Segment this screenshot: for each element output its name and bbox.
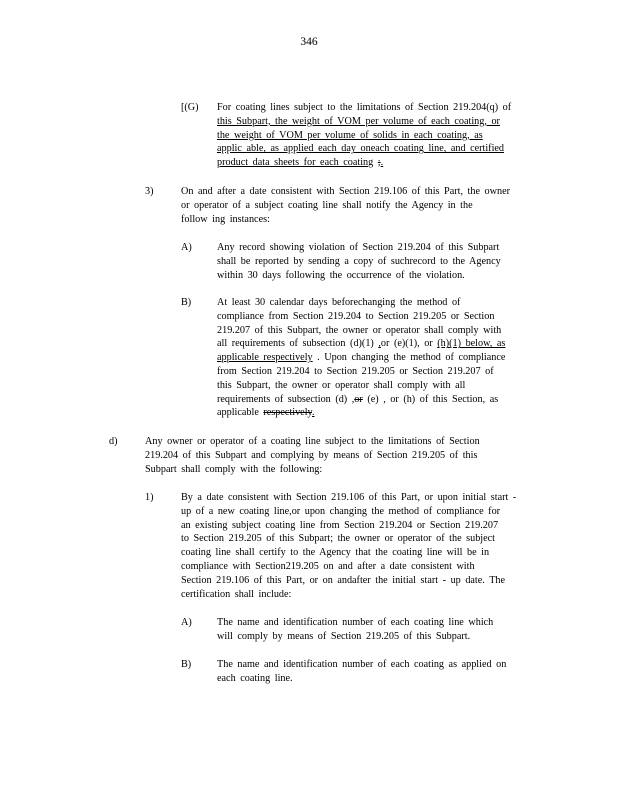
text-line: On and after a date consistent with Section 219.106 of this Part, the owner [181,186,511,197]
text-line: applicable respectively. [217,407,315,419]
item-g-text [217,101,547,170]
text-line: product data sheets for each coating ;. [217,157,384,169]
text-line: will comply by means of Section 219.205 of this Subpart. [217,630,471,642]
text-line: the weight of VOM per volume of solids in each coating, as [217,129,483,141]
text-line: The name and identification number of each coating as applied on [217,659,507,670]
text-line: Subpart shall comply with the following: [145,463,323,475]
item-g-label: [(G) [181,102,199,113]
text-line: applic able, as applied each day oneach coating line, and certified [217,143,505,155]
item-d1b-text [217,658,547,686]
item-d1a-label: A) [181,617,192,628]
text-line: each coating line. [217,672,293,684]
text-line: Any owner or operator of a coating line subject to the limitations of Section [145,436,480,447]
text-line: compliance with Section219.205 on and after a date consistent with [181,560,475,572]
text-line: up of a new coating line,or upon changing the method of compliance for [181,505,501,517]
text-line: The name and identification number of each coating line which [217,617,494,628]
item-3-label: 3) [145,186,154,197]
text-line: Any record showing violation of Section 219.204 of this Subpart [217,242,500,253]
text-line: Section 219.106 of this Part, or on andafter the initial start - up date. The [181,574,506,586]
text-line: an existing subject coating line from Section 219.204 or Section 219.207 [181,519,499,531]
text-line: compliance from Section 219.204 to Section 219.205 or Section [217,310,495,322]
text-line: within 30 days following the occurrence of the violation. [217,269,465,281]
item-d1-label: 1) [145,492,154,503]
page-number: 346 [300,36,318,48]
text-line: follow ing instances: [181,213,270,225]
text-line: applicable respectively . Upon changing the method of compliance [217,352,506,364]
text-line: this Subpart, the owner or operator shall comply with all [217,379,466,391]
text-line: By a date consistent with Section 219.106 of this Part, or upon initial start - [181,492,517,503]
item-d-label: d) [109,436,118,447]
item-d1-text [181,491,551,601]
text-line: to Section 219.205 of this Subpart; the owner or operator of the subject [181,533,496,545]
text-line: At least 30 calendar days beforechanging the method of [217,297,461,308]
text-line: certification shall include: [181,588,292,600]
text-line: coating line shall certify to the Agency that the coating line will be in [181,547,490,559]
item-3a-label: A) [181,242,192,253]
text-line: from Section 219.204 to Section 219.205 or Section 219.207 of [217,365,494,377]
item-3-text [181,185,541,226]
item-3a-text [217,241,537,282]
item-d-text [145,435,545,476]
text-line: or operator of a subject coating line shall notify the Agency in the [181,199,473,211]
text-line: shall be reported by sending a copy of suchrecord to the Agency [217,255,501,267]
item-3b-label: B) [181,297,192,308]
item-d1a-text [217,616,547,644]
text-line: this Subpart, the weight of VOM per volume of each coating, or [217,115,500,127]
text-line: all requirements of subsection (d)(1) ,or (e)(1), or (h)(1) below, as [217,338,506,350]
text-line: 219.204 of this Subpart and complying by means of Section 219.205 of this [145,449,478,461]
text-line: 219.207 of this Subpart, the owner or operator shall comply with [217,324,502,336]
text-line: For coating lines subject to the limitations of Section 219.204(q) of [217,102,512,113]
item-d1b-label: B) [181,659,192,670]
text-line: requirements of subsection (d) ,or (e) , or (h) of this Section, as [217,393,499,405]
item-3b-text [217,296,547,420]
